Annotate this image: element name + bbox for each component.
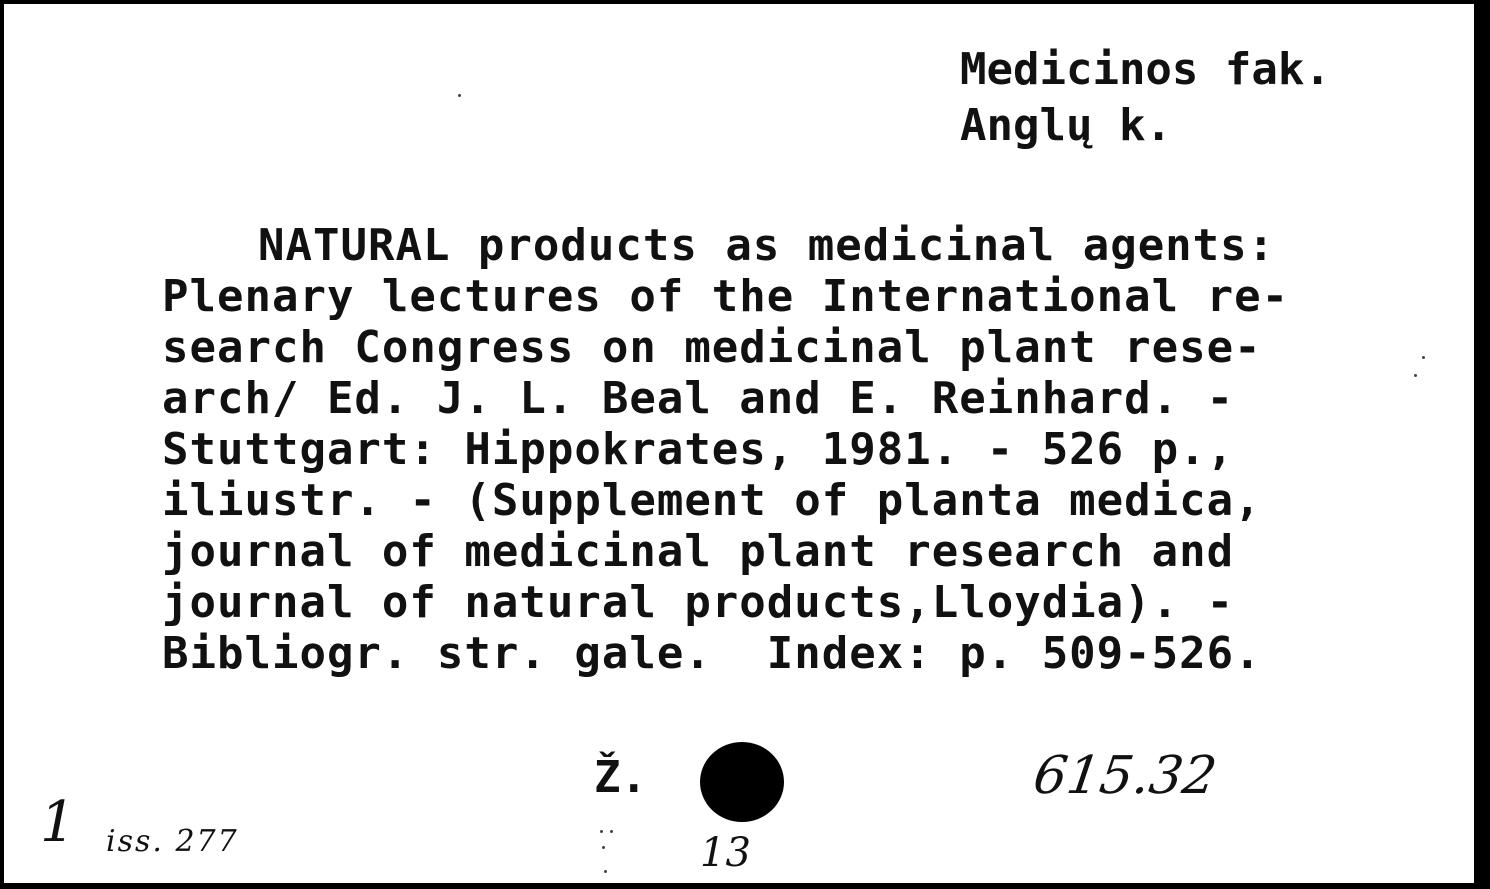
inventory-mark: 1 xyxy=(40,790,76,855)
paper-speck xyxy=(604,870,607,873)
entry-line: search Congress on medicinal plant rese- xyxy=(162,322,1262,373)
paper-speck xyxy=(602,846,605,849)
entry-line: journal of medicinal plant research and xyxy=(162,526,1235,577)
catalog-card xyxy=(2,2,1476,885)
entry-line: NATURAL products as medicinal agents: xyxy=(258,220,1276,271)
paper-speck xyxy=(1422,356,1425,359)
paper-speck xyxy=(458,94,461,97)
entry-line: Bibliogr. str. gale. Index: p. 509-526. xyxy=(162,628,1262,679)
entry-line: iliustr. - (Supplement of planta medica, xyxy=(162,475,1262,526)
inventory-note: iss. 277 xyxy=(106,824,239,859)
paper-speck xyxy=(610,830,613,833)
copy-number: 13 xyxy=(700,830,751,876)
entry-line: arch/ Ed. J. L. Beal and E. Reinhard. - xyxy=(162,373,1235,424)
paper-speck xyxy=(600,830,603,833)
department-line-language: Anglų k. xyxy=(960,100,1172,151)
entry-line: journal of natural products,Lloydia). - xyxy=(162,577,1235,628)
location-code: Ž. xyxy=(594,752,647,803)
entry-line: Plenary lectures of the International re- xyxy=(162,271,1290,322)
punch-hole-mark xyxy=(700,742,784,822)
classification-number: 615.32 xyxy=(1029,746,1221,806)
department-line-faculty: Medicinos fak. xyxy=(960,44,1331,95)
entry-line: Stuttgart: Hippokrates, 1981. - 526 p., xyxy=(162,424,1235,475)
paper-speck xyxy=(1414,374,1417,377)
